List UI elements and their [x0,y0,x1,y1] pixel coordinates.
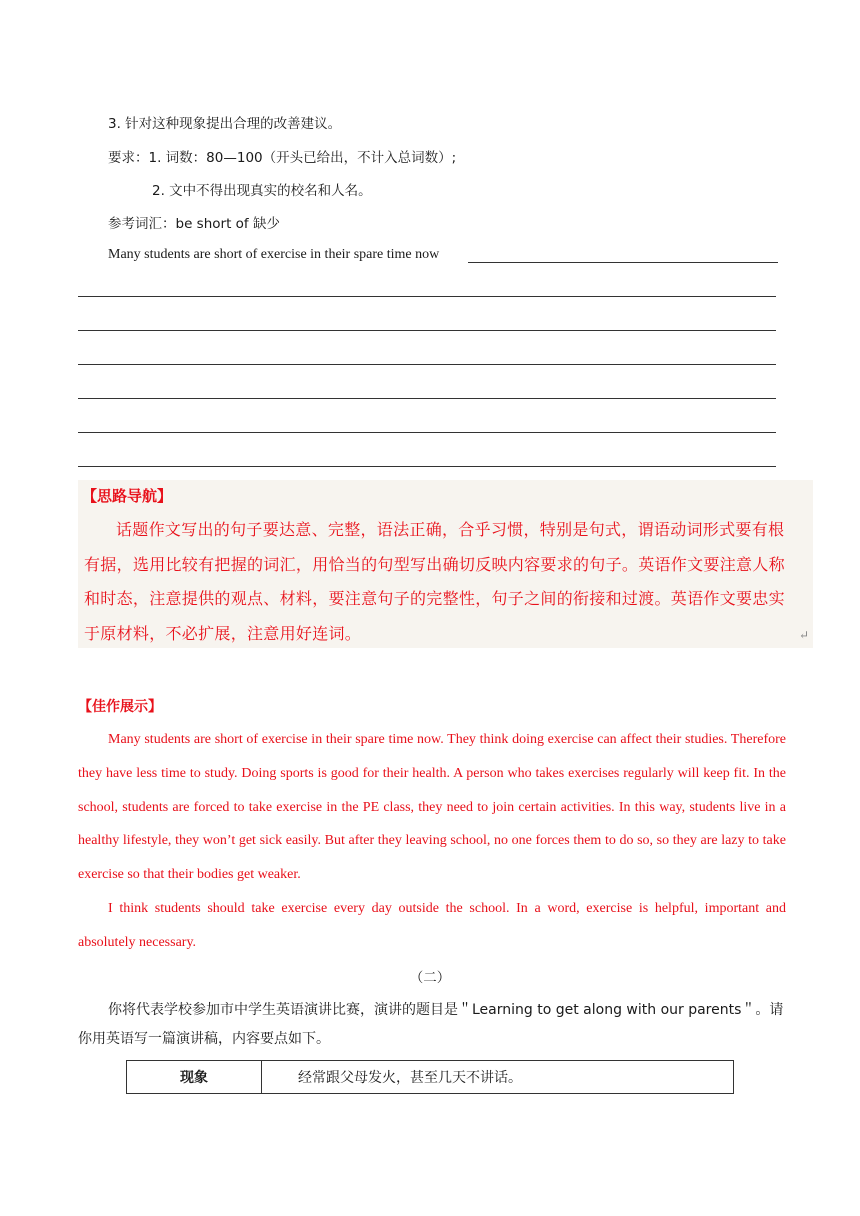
answer-line [78,398,776,399]
answer-line [78,364,776,365]
table-row [127,1061,734,1094]
section-2-intro: 你将代表学校参加市中学生英语演讲比赛，演讲的题目是＂Learning to get along with our parents＂。请你用英语写一篇演讲稿，内容要点如下。 [78,1002,784,1047]
section-2-label: （二） [409,970,451,986]
table-row-value: 经常跟父母发火，甚至几天不讲话。 [262,1061,734,1094]
guide-text: 话题作文写出的句子要达意、完整，语法正确，合乎习惯，特别是句式，谓语动词形式要有根有据，选用比较有把握的词汇，用恰当的句型写出确切反映内容要求的句子。英语作文要注意人称和时态，注意提供的观点、材料，要注意句子的完整性，句子之间的衔接和过渡。英语作文要忠实于原材料，不必扩展，注意用好连词。 [84,520,785,643]
guide-title: 【思路导航】 [82,487,173,505]
requirement-2: 2. 文中不得出现真实的校名和人名。 [152,183,372,199]
reference-vocab: 参考词汇：be short of 缺少 [108,216,280,232]
answer-line [78,432,776,433]
sample-paragraph-2: I think students should take exercise every day outside the school. In a word, exercise is helpful, important and absolutely necessary. [78,901,786,950]
sample-title: 【佳作展示】 [78,699,162,715]
answer-line [78,296,776,297]
essay-opening-text: Many students are short of exercise in their spare time now [108,247,440,262]
answer-line [78,466,776,467]
sample-paragraph-1: Many students are short of exercise in their spare time now. They think doing exercise can affect their studies. Therefore they have less time to study. Doing sports is good for their health. A person who takes exercises regularly will keep fit. In the school, students are forced to take exercise in the PE class, they need to join certain activities. In this way, students live in a healthy lifestyle, they won’t get sick easily. But after they leaving school, no one forces them to do so, so they are lazy to take exercise so that their bodies get weaker. [78,732,786,883]
answer-line [78,330,776,331]
requirement-1: 要求：1. 词数：80—100（开头已给出，不计入总词数）; [108,150,457,166]
opening-blank-line [468,262,778,263]
points-table [126,1060,734,1094]
task-point-3: 3. 针对这种现象提出合理的改善建议。 [108,116,342,132]
table-row-head: 现象 [127,1061,262,1094]
paragraph-mark: ↵ [799,628,810,642]
essay-opening [108,247,439,263]
